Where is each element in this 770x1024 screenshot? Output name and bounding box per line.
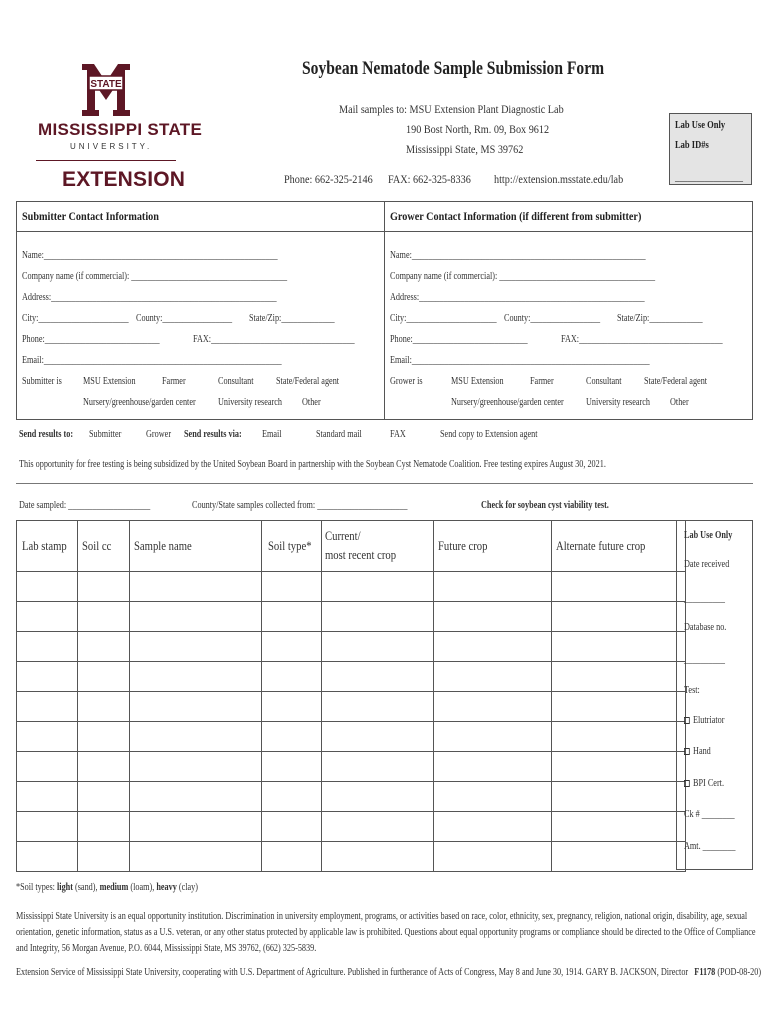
- soil-light: light: [57, 882, 73, 893]
- send-via-mail-option[interactable]: Standard mail: [316, 429, 362, 440]
- sample-table: [16, 520, 686, 872]
- form-code-suffix: (POD-08-20): [715, 967, 762, 978]
- submitter-address-field[interactable]: Address:_______________________________________________________: [22, 292, 277, 303]
- county-collected-field[interactable]: County/State samples collected from: ______________________: [192, 500, 408, 511]
- eo-statement-line1: Mississippi State University is an equal opportunity institution. Discrimination in university employment, programs, or activities based on race, color, ethnicity, sex, pregnancy, religion, national origin, disability, age, sexual: [16, 911, 748, 922]
- grower-address-field[interactable]: Address:_______________________________________________________: [390, 292, 645, 303]
- grower-opt-university[interactable]: University research: [586, 397, 650, 408]
- grower-opt-nursery[interactable]: Nursery/greenhouse/garden center: [451, 397, 564, 408]
- soil-types-note: [16, 882, 198, 893]
- lab-use-side-title: Lab Use Only: [684, 530, 733, 541]
- col-soil-cc: Soil cc: [81, 538, 111, 553]
- mail-line-1: Mail samples to: MSU Extension Plant Diagnostic Lab: [339, 102, 564, 116]
- submitter-email-field[interactable]: Email:__________________________________________________________: [22, 355, 282, 366]
- date-received-label: Date received: [684, 559, 730, 570]
- table-row[interactable]: [17, 782, 686, 812]
- soil-medium: medium: [99, 882, 129, 893]
- table-row[interactable]: [17, 722, 686, 752]
- checkbox-icon: [684, 748, 690, 755]
- submitter-company-field[interactable]: Company name (if commercial): ______________________________________: [22, 271, 288, 282]
- send-to-submitter-option[interactable]: Submitter: [89, 429, 122, 440]
- grower-opt-statefed[interactable]: State/Federal agent: [644, 376, 708, 387]
- lab-use-title: Lab Use Only: [675, 120, 726, 131]
- col-alternate-crop: Alternate future crop: [555, 538, 646, 553]
- submitter-opt-msu[interactable]: MSU Extension: [83, 376, 136, 387]
- date-sampled-field[interactable]: Date sampled: ____________________: [19, 500, 151, 511]
- eo-statement-line3: and Integrity, 56 Morgan Avenue, P.O. 6044, Mississippi State, MS 39762, (662) 325-5839.: [16, 943, 317, 954]
- table-row[interactable]: [17, 632, 686, 662]
- table-header-row: [17, 521, 686, 572]
- logo-university-name: MISSISSIPPI STATE: [38, 120, 203, 139]
- table-row[interactable]: [17, 602, 686, 632]
- lab-id-field[interactable]: ________________: [675, 172, 743, 183]
- submitter-opt-nursery[interactable]: Nursery/greenhouse/garden center: [83, 397, 196, 408]
- grower-opt-consultant[interactable]: Consultant: [586, 376, 622, 387]
- submitter-opt-consultant[interactable]: Consultant: [218, 376, 254, 387]
- lab-use-box-top: [669, 113, 752, 185]
- grower-opt-msu[interactable]: MSU Extension: [451, 376, 504, 387]
- send-to-grower-option[interactable]: Grower: [146, 429, 172, 440]
- submitter-opt-farmer[interactable]: Farmer: [162, 376, 186, 387]
- amount-field[interactable]: Amt. ________: [684, 841, 736, 852]
- grower-opt-other[interactable]: Other: [670, 397, 689, 408]
- submitter-is-label: Submitter is: [22, 376, 62, 387]
- mail-line-3: Mississippi State, MS 39762: [406, 142, 524, 156]
- checkbox-icon: [684, 717, 690, 724]
- send-via-fax-option[interactable]: FAX: [390, 429, 406, 440]
- form-code: F1178: [694, 967, 716, 978]
- col-current-crop-line2: most recent crop: [324, 547, 396, 562]
- mail-line-2: 190 Bost North, Rm. 09, Box 9612: [406, 122, 550, 136]
- logo-divider: [36, 160, 176, 161]
- grower-phone-field[interactable]: Phone:____________________________: [390, 334, 528, 345]
- col-soil-type: Soil type*: [267, 538, 312, 553]
- grower-name-field[interactable]: Name:_________________________________________________________: [390, 250, 646, 261]
- grower-company-field[interactable]: Company name (if commercial): ______________________________________: [390, 271, 656, 282]
- extension-service-note: [16, 967, 761, 978]
- logo-state-text: STATE: [90, 79, 122, 90]
- submitter-fax-field[interactable]: FAX:___________________________________: [193, 334, 355, 345]
- bpi-label: BPI Cert.: [693, 778, 725, 789]
- database-no-label: Database no.: [684, 622, 727, 633]
- submitter-county-field[interactable]: County:_________________: [136, 313, 233, 324]
- checkbox-icon: [684, 780, 690, 787]
- section-rule: [16, 483, 753, 484]
- grower-fax-field[interactable]: FAX:___________________________________: [561, 334, 723, 345]
- soil-loam: (loam),: [128, 882, 157, 893]
- free-testing-notice: This opportunity for free testing is being subsidized by the United Soybean Board in partnership with the Soybean Cyst Nematode Coalition. Free testing expires August 30, 2021.: [19, 459, 606, 470]
- contact-divider: [384, 201, 385, 420]
- table-row[interactable]: [17, 812, 686, 842]
- eo-statement-line2: orientation, genetic information, status as a U.S. veteran, or any other status protected by applicable law is prohibited. Questions about equal opportunity programs or compliance should be directed to the Office of Compliance: [16, 927, 756, 938]
- soil-types-prefix: *Soil types:: [16, 882, 58, 893]
- col-lab-stamp: Lab stamp: [22, 538, 67, 553]
- submitter-phone-field[interactable]: Phone:____________________________: [22, 334, 160, 345]
- col-sample-name: Sample name: [133, 538, 192, 553]
- lab-fax: FAX: 662-325-8336: [388, 172, 471, 186]
- elutriator-label: Elutriator: [693, 715, 725, 726]
- soil-heavy: heavy: [156, 882, 177, 893]
- submitter-opt-other[interactable]: Other: [302, 397, 321, 408]
- logo-extension: EXTENSION: [62, 168, 186, 191]
- grower-opt-farmer[interactable]: Farmer: [530, 376, 554, 387]
- contact-header-rule: [16, 231, 753, 232]
- submitter-statezip-field[interactable]: State/Zip:_____________: [249, 313, 335, 324]
- elutriator-option[interactable]: [684, 715, 724, 726]
- extension-service-text: Extension Service of Mississippi State University, cooperating with U.S. Department of Agriculture. Published in furtherance of Acts of Congress, May 8 and June 30, 1914. GARY B. JACKSON, Director: [16, 967, 689, 978]
- col-current-crop-line1: Current/: [324, 528, 361, 543]
- grower-header: Grower Contact Information (if different from submitter): [390, 209, 642, 223]
- lab-id-label: Lab ID#s: [675, 140, 709, 151]
- send-copy-agent-option[interactable]: Send copy to Extension agent: [440, 429, 538, 440]
- send-results-to-label: Send results to:: [19, 429, 74, 440]
- grower-county-field[interactable]: County:_________________: [504, 313, 601, 324]
- table-row[interactable]: [17, 662, 686, 692]
- hand-option[interactable]: [684, 746, 711, 757]
- bpi-option[interactable]: [684, 778, 724, 789]
- lab-phone: Phone: 662-325-2146: [284, 172, 373, 186]
- database-no-field[interactable]: __________: [684, 654, 725, 665]
- lab-url[interactable]: http://extension.msstate.edu/lab: [494, 172, 624, 186]
- submitter-header: Submitter Contact Information: [22, 209, 159, 223]
- submitter-city-field[interactable]: City:______________________: [22, 313, 129, 324]
- grower-email-field[interactable]: Email:__________________________________________________________: [390, 355, 650, 366]
- date-received-field[interactable]: __________: [684, 593, 725, 604]
- send-via-email-option[interactable]: Email: [262, 429, 282, 440]
- submitter-opt-university[interactable]: University research: [218, 397, 282, 408]
- submitter-name-field[interactable]: Name:_________________________________________________________: [22, 250, 278, 261]
- submitter-opt-statefed[interactable]: State/Federal agent: [276, 376, 340, 387]
- soil-clay: (clay): [176, 882, 199, 893]
- form-title: Soybean Nematode Sample Submission Form: [302, 58, 605, 79]
- grower-statezip-field[interactable]: State/Zip:_____________: [617, 313, 703, 324]
- viability-test-checkbox[interactable]: Check for soybean cyst viability test.: [481, 500, 609, 511]
- grower-city-field[interactable]: City:______________________: [390, 313, 497, 324]
- table-row[interactable]: [17, 692, 686, 722]
- soil-sand: (sand),: [72, 882, 100, 893]
- check-number-field[interactable]: Ck # ________: [684, 809, 735, 820]
- msu-logo-m-icon: [80, 58, 132, 118]
- logo-university-label: UNIVERSITY.: [70, 142, 153, 151]
- send-results-via-label: Send results via:: [184, 429, 242, 440]
- test-label: Test:: [684, 685, 700, 696]
- grower-is-label: Grower is: [390, 376, 423, 387]
- col-future-crop: Future crop: [437, 538, 488, 553]
- hand-label: Hand: [693, 746, 711, 757]
- lab-use-box-side: [676, 520, 753, 870]
- table-row[interactable]: [17, 842, 686, 872]
- table-row[interactable]: [17, 572, 686, 602]
- table-row[interactable]: [17, 752, 686, 782]
